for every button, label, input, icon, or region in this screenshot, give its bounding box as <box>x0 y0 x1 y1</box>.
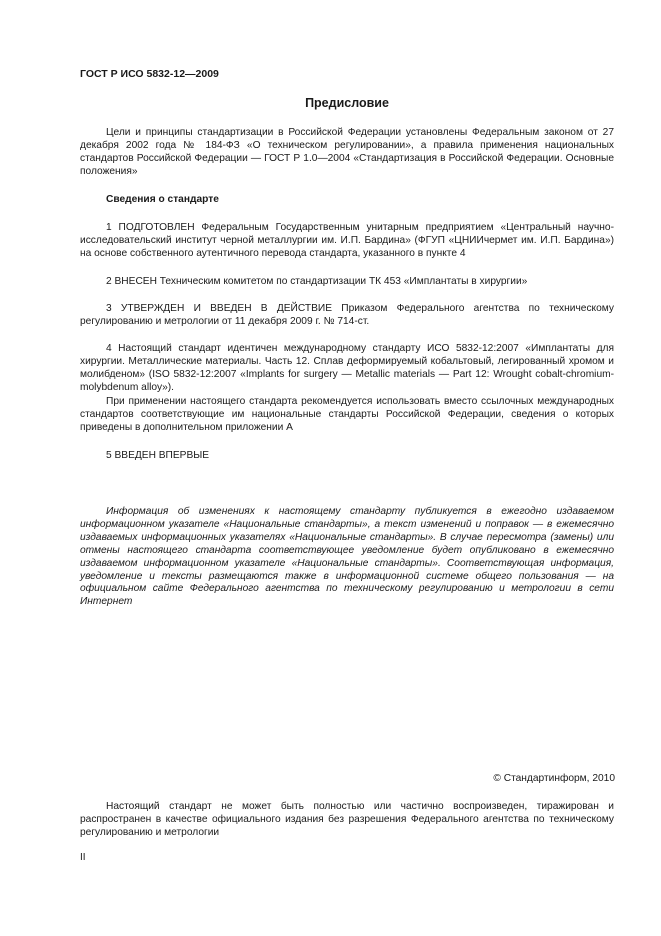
page-title: Предисловие <box>305 96 389 110</box>
item-3-approved: 3 УТВЕРЖДЕН И ВВЕДЕН В ДЕЙСТВИЕ Приказом Федерального агентства по техническому регулированию и метрологии от 11 декабря 2009 г. № 714-ст. <box>80 303 614 327</box>
document-code: ГОСТ Р ИСО 5832-12—2009 <box>80 68 219 80</box>
preface-intro: Цели и принципы стандартизации в Российской Федерации установлены Федеральным законом от 27 декабря 2002 года № 184-ФЗ «О техническом регулировании», а правила применения национальных стандартов Российской Федерации — ГОСТ Р 1.0—2004 «Стандартизация в Российской Федерации. Основные положения» <box>80 127 614 177</box>
reproduction-notice: Настоящий стандарт не может быть полностью или частично воспроизведен, тиражирован и распространен в качестве официального издания без разрешения Федерального агентства по техническому регулированию и метрологии <box>80 801 614 838</box>
item-1-prepared: 1 ПОДГОТОВЛЕН Федеральным Государственным унитарным предприятием «Центральный научно-исследовательский институт черной металлургии им. И.П. Бардина» (ФГУП «ЦНИИчермет им. И.П. Бардина») на основе собственного аутентичного перевода стандарта, указанного в пункте 4 <box>80 222 614 259</box>
item-4-note: При применении настоящего стандарта рекомендуется использовать вместо ссылочных международных стандартов соответствующие им национальные стандарты Российской Федерации, сведения о которых приведены в дополнительном приложении А <box>80 396 614 433</box>
changes-info: Информация об изменениях к настоящему стандарту публикуется в ежегодно издаваемом информационном указателе «Национальные стандарты», а текст изменений и поправок — в ежемесячно издаваемых информационных указателях «Национальные стандарты». В случае пересмотра (замены) или отмены настоящего стандарта соответствующее уведомление будет опубликовано в ежемесячно издаваемом информационном указателе «Национальные стандарты». Соответствующая информация, уведомление и тексты размещаются также в информационной системе общего пользования — на официальном сайте Федерального агентства по техническому регулированию и метрологии в сети Интернет <box>80 506 614 608</box>
item-2-introduced: 2 ВНЕСЕН Техническим комитетом по стандартизации ТК 453 «Имплантаты в хирургии» <box>106 276 528 287</box>
item-4-identical: 4 Настоящий стандарт идентичен международному стандарту ИСО 5832-12:2007 «Имплантаты для хирургии. Металлические материалы. Часть 12. Сплав деформируемый кобальтовый, легированный хромом и молибденом» (ISO 5832-12:2007 «Implants for surgery — Metallic materials — Part 12: Wrought cobalt-chromium-molybdenum alloy»). <box>80 343 614 393</box>
item-5-first-time: 5 ВВЕДЕН ВПЕРВЫЕ <box>106 450 210 461</box>
page-number: II <box>80 852 86 863</box>
standard-info-heading: Сведения о стандарте <box>106 194 219 205</box>
copyright-line: © Стандартинформ, 2010 <box>493 773 615 784</box>
